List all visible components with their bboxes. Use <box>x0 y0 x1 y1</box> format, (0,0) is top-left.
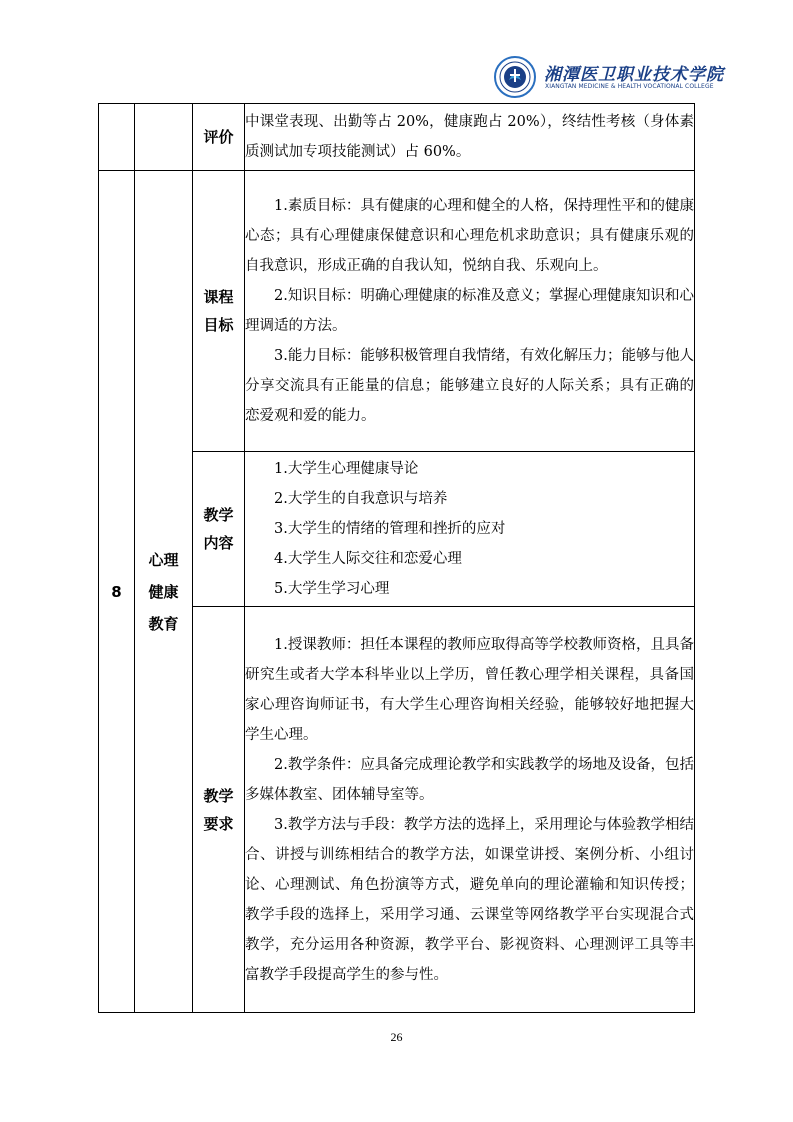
goal-paragraph: 2.知识目标：明确心理健康的标准及意义；掌握心理健康知识和心理调适的方法。 <box>245 288 694 334</box>
list-item: 5.大学生学习心理 <box>274 581 390 597</box>
label-line: 要求 <box>203 814 234 833</box>
college-emblem-icon <box>494 56 536 98</box>
teaching-content-label <box>193 452 245 607</box>
teaching-requirements-label <box>193 607 245 1013</box>
evaluation-content <box>245 104 695 171</box>
label-line: 内容 <box>203 534 234 552</box>
list-item: 1.大学生心理健康导论 <box>274 461 419 477</box>
college-name-cn: 湘潭医卫职业技术学院 <box>544 65 724 85</box>
college-logo <box>494 56 724 100</box>
course-name <box>135 171 193 1013</box>
course-name-line: 心理 <box>148 550 179 569</box>
page-number: 26 <box>390 1030 403 1044</box>
label-line: 教学 <box>203 786 234 805</box>
label-line: 目标 <box>203 316 234 334</box>
empty-name-cell <box>135 104 193 171</box>
list-item: 2.大学生的自我意识与培养 <box>274 491 448 507</box>
requirement-paragraph: 2.教学条件：应具备完成理论教学和实践教学的场地及设备，包括多媒体教室、团体辅导室等。 <box>245 756 694 803</box>
course-number: 8 <box>99 171 135 1013</box>
course-goals-content <box>245 171 695 452</box>
list-item: 4.大学生人际交往和恋爱心理 <box>274 551 462 567</box>
course-name-line: 健康 <box>148 582 179 601</box>
course-goals-label <box>193 171 245 452</box>
evaluation-row <box>99 104 695 171</box>
evaluation-text: 中课堂表现、出勤等占 20%，健康跑占 20%），终结性考核（身体素质测试加专项技能测试）占 60%。 <box>245 114 694 160</box>
evaluation-label: 评价 <box>193 104 245 171</box>
teaching-content-list <box>245 452 695 607</box>
course-table <box>98 103 695 1013</box>
course-goals-row <box>99 171 695 452</box>
list-item: 3.大学生的情绪的管理和挫折的应对 <box>274 521 506 537</box>
empty-number-cell <box>99 104 135 171</box>
requirement-paragraph: 3.教学方法与手段：教学方法的选择上，采用理论与体验教学相结合、讲授与训练相结合的教学方法，如课堂讲授、案例分析、小组讨论、心理测试、角色扮演等方式，避免单向的理论灌输和知识传授；教学手段的选择上，采用学习通、云课堂等网络教学平台实现混合式教学，充分运用各种资源，教学平台、影视资料、心理测评工具等丰富教学手段提高学生的参与性。 <box>245 816 694 983</box>
teaching-requirements-content <box>245 607 695 1013</box>
label-line: 教学 <box>203 506 234 524</box>
label-line: 课程 <box>203 288 234 306</box>
requirement-paragraph: 1.授课教师：担任本课程的教师应取得高等学校教师资格，且具备研究生或者大学本科毕业以上学历，曾任教心理学相关课程，具备国家心理咨询师证书，有大学生心理咨询相关经验，能够较好地把握大学生心理。 <box>245 636 694 743</box>
course-name-line: 教育 <box>148 614 179 633</box>
goal-paragraph: 3.能力目标：能够积极管理自我情绪，有效化解压力；能够与他人分享交流具有正能量的信息；能够建立良好的人际关系；具有正确的恋爱观和爱的能力。 <box>245 348 694 424</box>
college-name-en: XIANGTAN MEDICINE & HEALTH VOCATIONAL COLLEGE <box>545 83 714 90</box>
goal-paragraph: 1.素质目标：具有健康的心理和健全的人格，保持理性平和的健康心态；具有心理健康保健意识和心理危机求助意识；具有健康乐观的自我意识，形成正确的自我认知，悦纳自我、乐观向上。 <box>245 198 694 274</box>
